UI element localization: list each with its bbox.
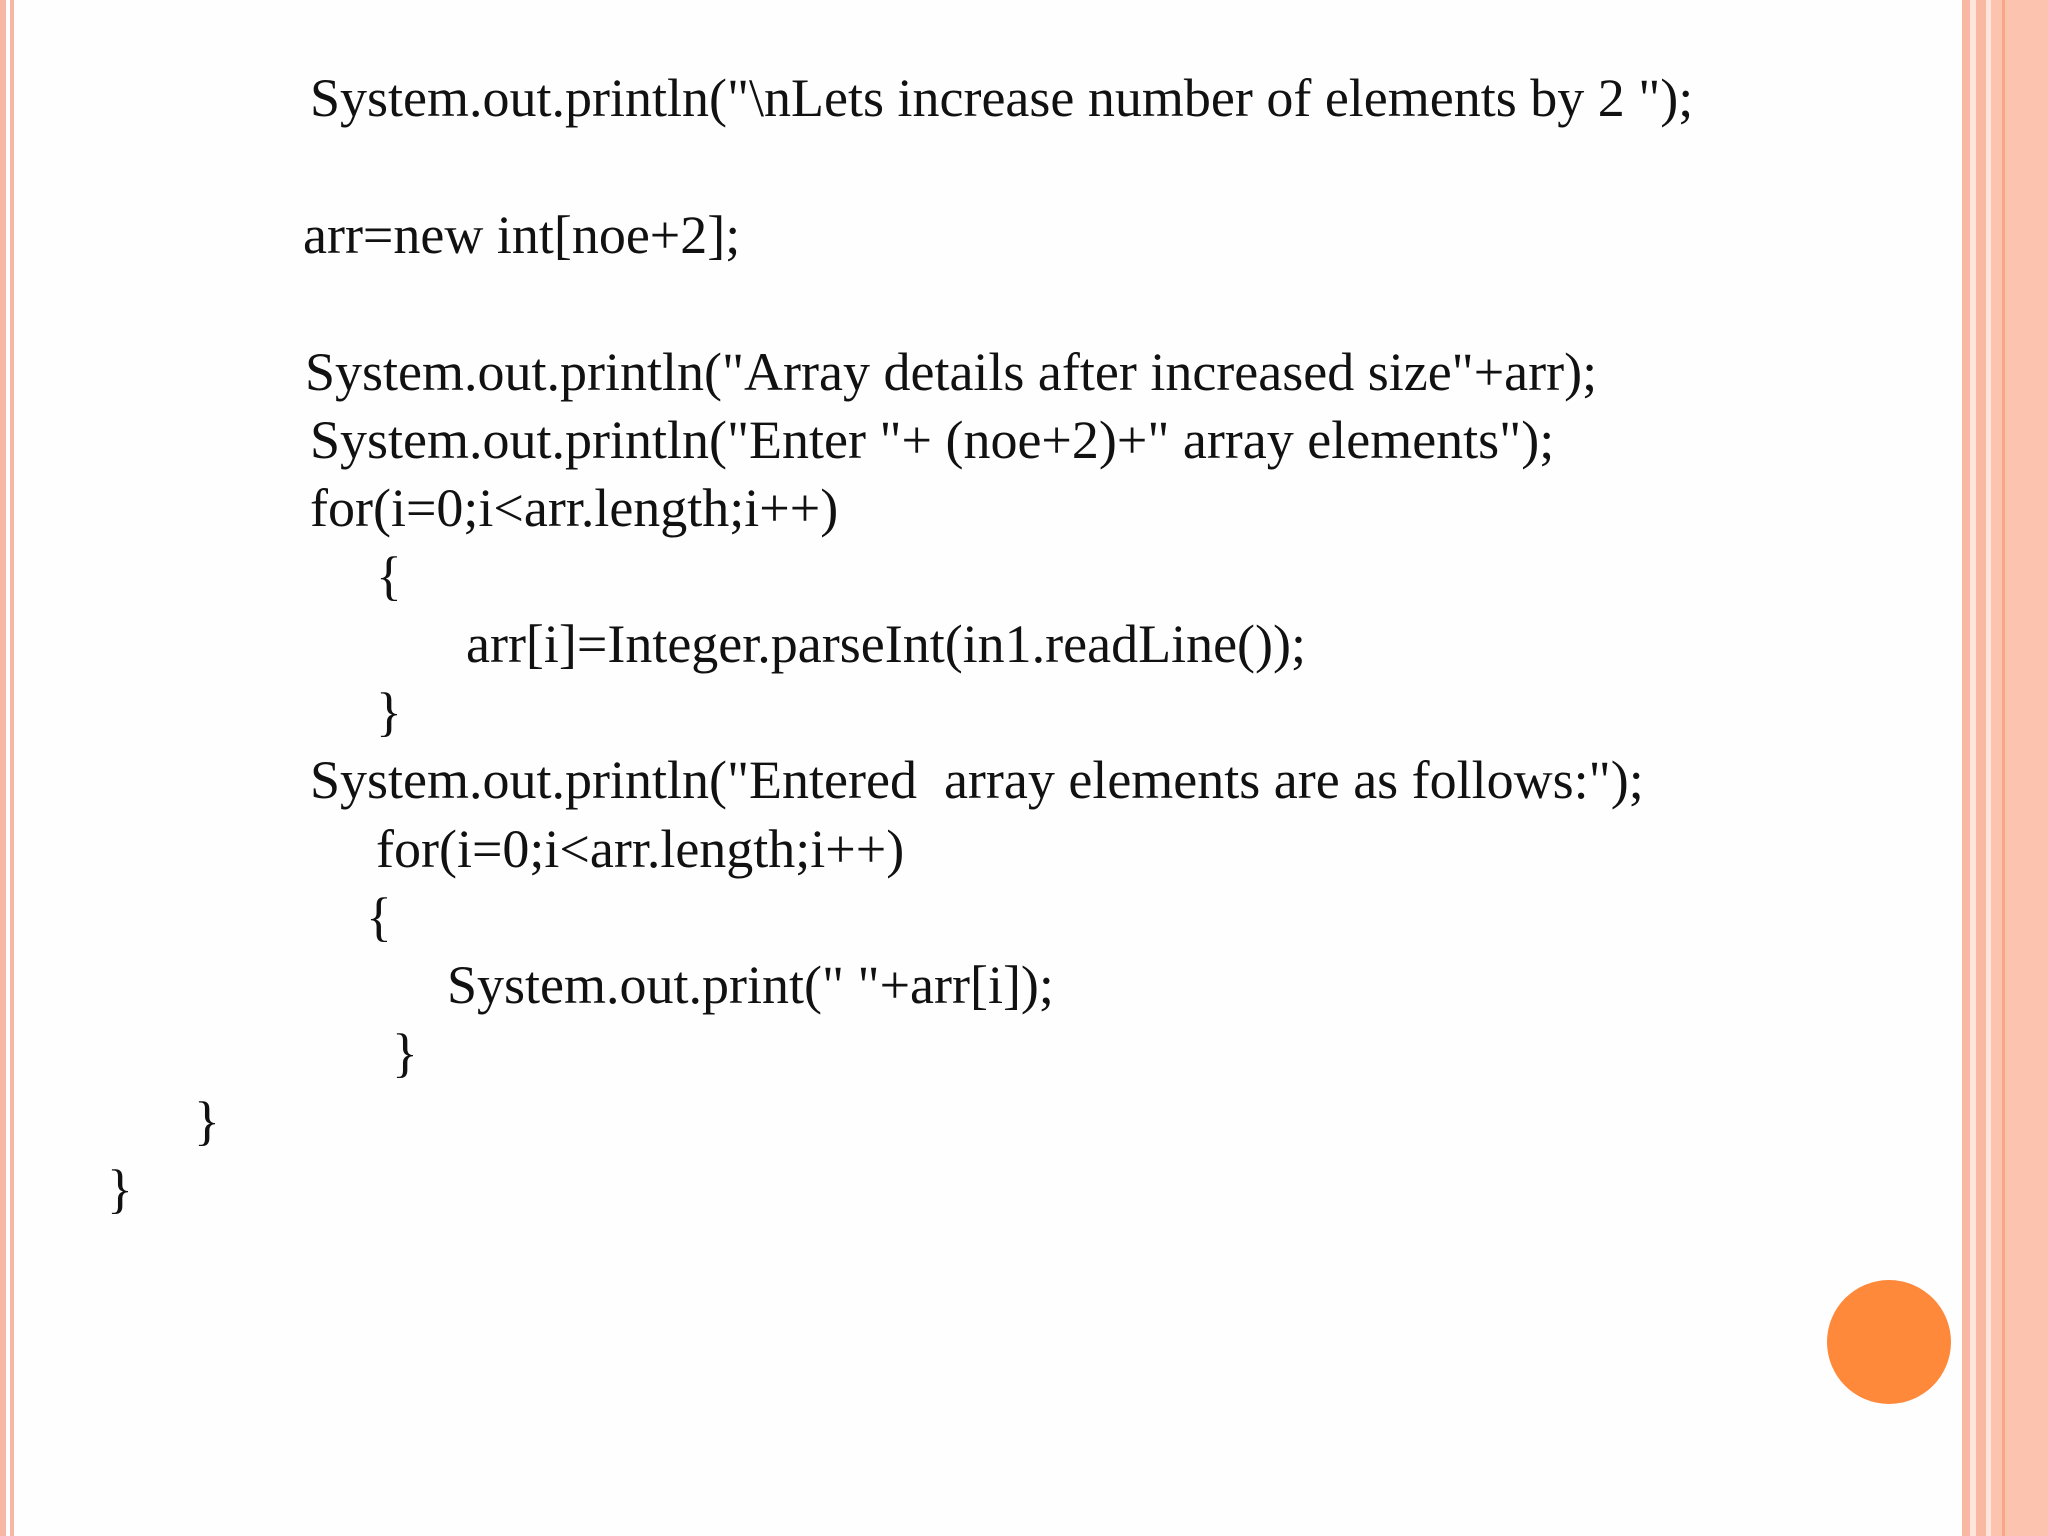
right-decor-panel	[1991, 0, 2048, 1536]
code-line-close-brace: }	[376, 682, 402, 742]
code-line-close-brace-class: }	[107, 1159, 133, 1219]
code-line-close-brace: }	[392, 1023, 418, 1083]
code-line-for-loop-output: for(i=0;i<arr.length;i++)	[376, 819, 905, 879]
right-decor-band	[2002, 0, 2005, 1536]
code-line-println-increase: System.out.println("\nLets increase number of elements by 2 ");	[310, 68, 1694, 128]
code-line-println-entered: System.out.println("Entered array elements are as follows:");	[310, 750, 1644, 810]
code-line-arr-new: arr=new int[noe+2];	[303, 205, 741, 265]
code-line-println-enter: System.out.println("Enter "+ (noe+2)+" array elements");	[310, 410, 1555, 470]
right-decor-band	[1976, 0, 1986, 1536]
code-line-close-brace-method: }	[194, 1091, 220, 1151]
code-line-open-brace: {	[376, 546, 402, 606]
code-line-println-array-details: System.out.println("Array details after increased size"+arr);	[305, 342, 1598, 402]
code-line-parse-int: arr[i]=Integer.parseInt(in1.readLine());	[466, 614, 1307, 674]
code-line-print-element: System.out.print(" "+arr[i]);	[447, 955, 1054, 1015]
code-line-for-loop-input: for(i=0;i<arr.length;i++)	[310, 478, 839, 538]
code-line-open-brace: {	[366, 887, 392, 947]
left-border-inner	[10, 0, 14, 1536]
orange-dot-icon	[1827, 1280, 1951, 1404]
left-border-outer	[0, 0, 6, 1536]
right-decor-band	[1962, 0, 1970, 1536]
